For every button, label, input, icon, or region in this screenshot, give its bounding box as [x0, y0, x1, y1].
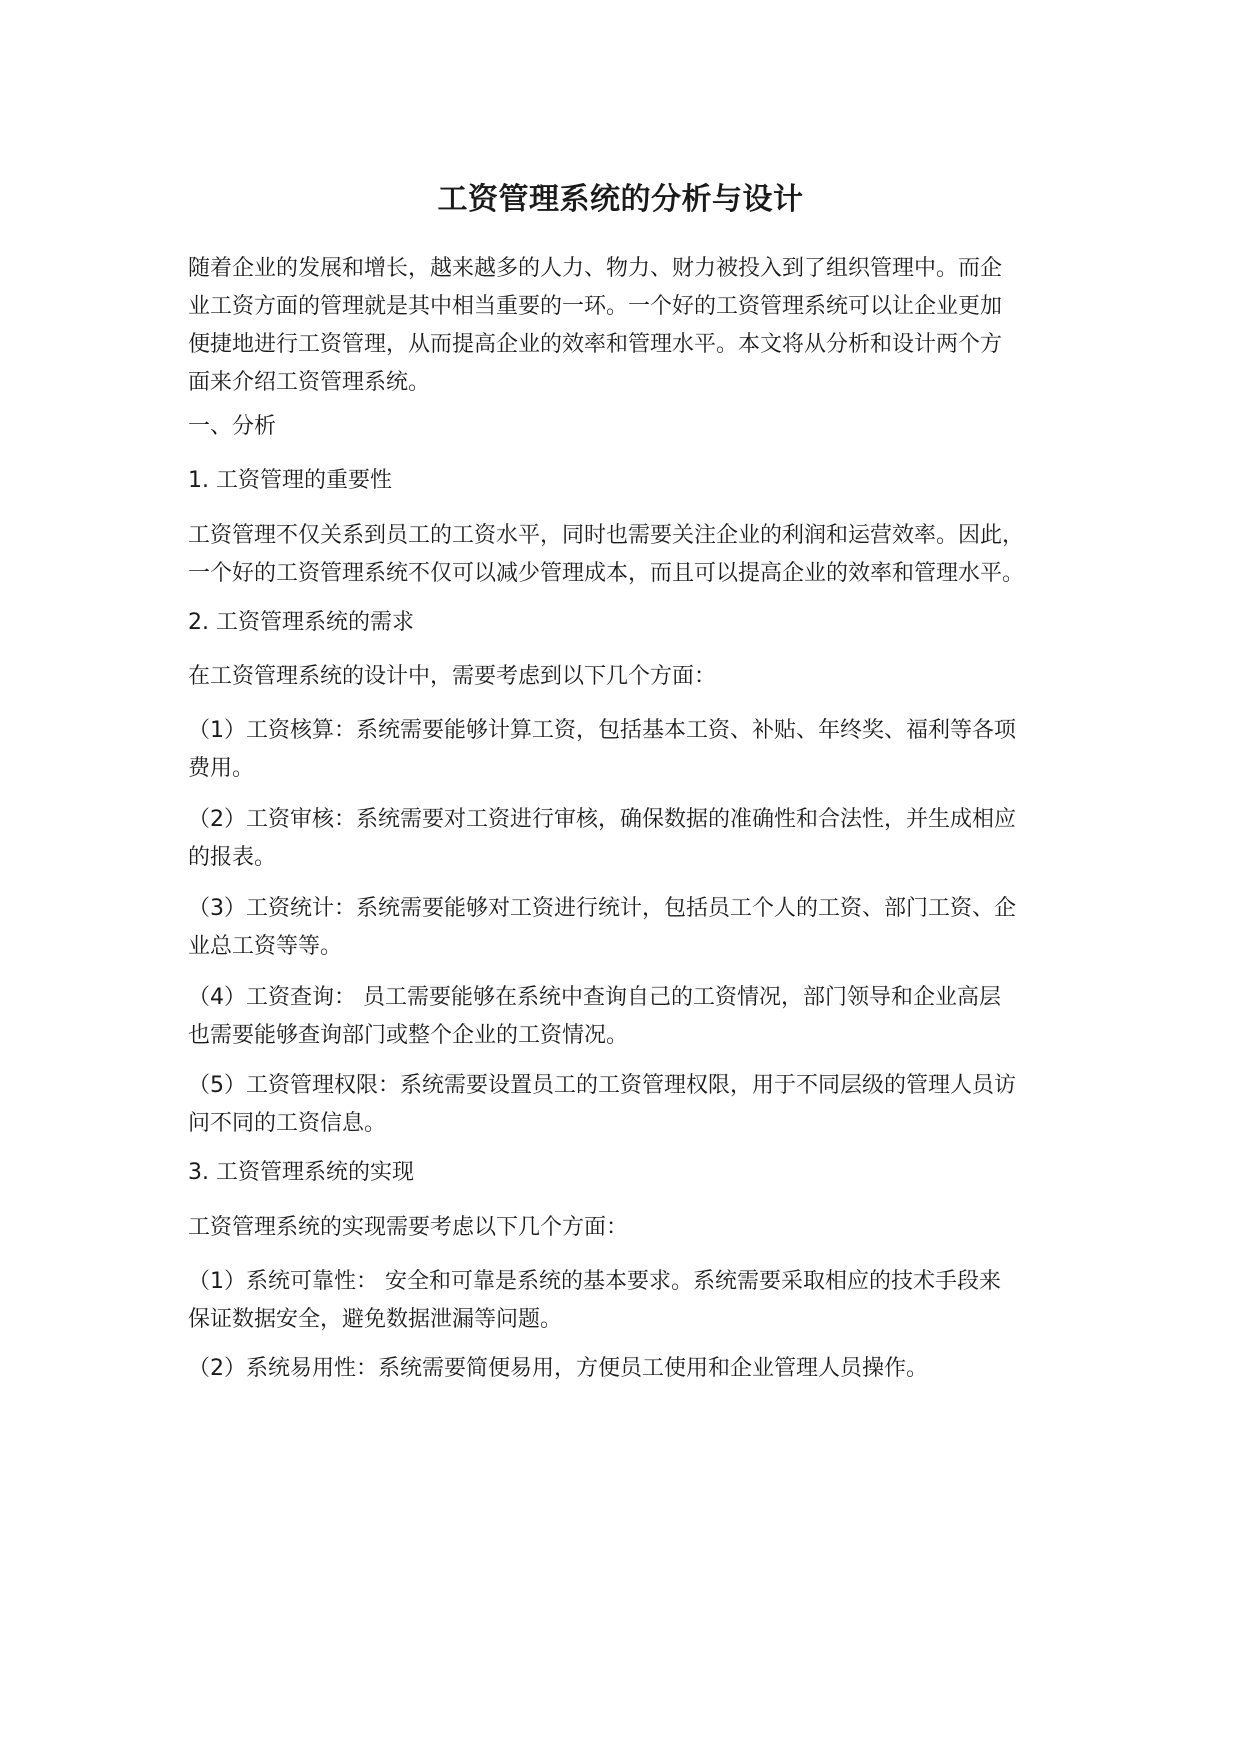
list-item-line: （2）系统易用性：系统需要简便易用，方便员工使用和企业管理人员操作。: [188, 1356, 928, 1381]
list-item-line: （5）工资管理权限：系统需要设置员工的工资管理权限，用于不同层级的管理人员访: [188, 1073, 1016, 1098]
intro-line: 面来介绍工资管理系统。: [188, 370, 431, 395]
requirement-item: [188, 979, 1001, 1055]
section-heading-analysis: 一、分析: [188, 414, 277, 439]
subheading-importance: 1. 工资管理的重要性: [188, 468, 392, 493]
list-item-line: （4）工资查询： 员工需要能够在系统中查询自己的工资情况，部门领导和企业高层: [188, 985, 1001, 1010]
list-item-line: 保证数据安全，避免数据泄漏等问题。: [188, 1307, 563, 1332]
intro-line: 便捷地进行工资管理，从而提高企业的效率和管理水平。本文将从分析和设计两个方: [188, 332, 1003, 357]
subheading-requirements: 2. 工资管理系统的需求: [188, 610, 414, 635]
list-item-line: 问不同的工资信息。: [188, 1111, 387, 1136]
intro-line: 业工资方面的管理就是其中相当重要的一环。一个好的工资管理系统可以让企业更加: [188, 294, 1003, 319]
paragraph-line: 工资管理不仅关系到员工的工资水平，同时也需要关注企业的利润和运营效率。因此，: [188, 523, 1025, 548]
requirement-item: [188, 801, 1016, 877]
list-item-line: （1）系统可靠性： 安全和可靠是系统的基本要求。系统需要采取相应的技术手段来: [188, 1269, 1001, 1294]
list-item-line: 的报表。: [188, 845, 277, 870]
list-item-line: （1）工资核算：系统需要能够计算工资，包括基本工资、补贴、年终奖、福利等各项: [188, 718, 1016, 743]
paragraph-line: 一个好的工资管理系统不仅可以减少管理成本，而且可以提高企业的效率和管理水平。: [188, 561, 1025, 586]
document-title: 工资管理系统的分析与设计: [437, 182, 804, 217]
intro-paragraph: [188, 250, 1002, 402]
intro-line: 随着企业的发展和增长，越来越多的人力、物力、财力被投入到了组织管理中。而企: [188, 256, 1003, 281]
requirement-item: [188, 890, 1016, 966]
list-item-line: 费用。: [188, 756, 255, 781]
implementation-item: [188, 1350, 928, 1388]
subheading-implementation: 3. 工资管理系统的实现: [188, 1160, 414, 1185]
list-item-line: 业总工资等等。: [188, 934, 343, 959]
importance-paragraph: [188, 517, 1024, 593]
implementation-intro: 工资管理系统的实现需要考虑以下几个方面：: [188, 1215, 629, 1240]
list-item-line: （3）工资统计：系统需要能够对工资进行统计，包括员工个人的工资、部门工资、企: [188, 896, 1016, 921]
requirement-item: [188, 712, 1016, 788]
implementation-item: [188, 1263, 1001, 1339]
list-item-line: 也需要能够查询部门或整个企业的工资情况。: [188, 1023, 629, 1048]
requirements-intro: 在工资管理系统的设计中，需要考虑到以下几个方面：: [188, 664, 717, 689]
list-item-line: （2）工资审核：系统需要对工资进行审核，确保数据的准确性和合法性，并生成相应: [188, 807, 1016, 832]
requirement-item: [188, 1067, 1016, 1143]
